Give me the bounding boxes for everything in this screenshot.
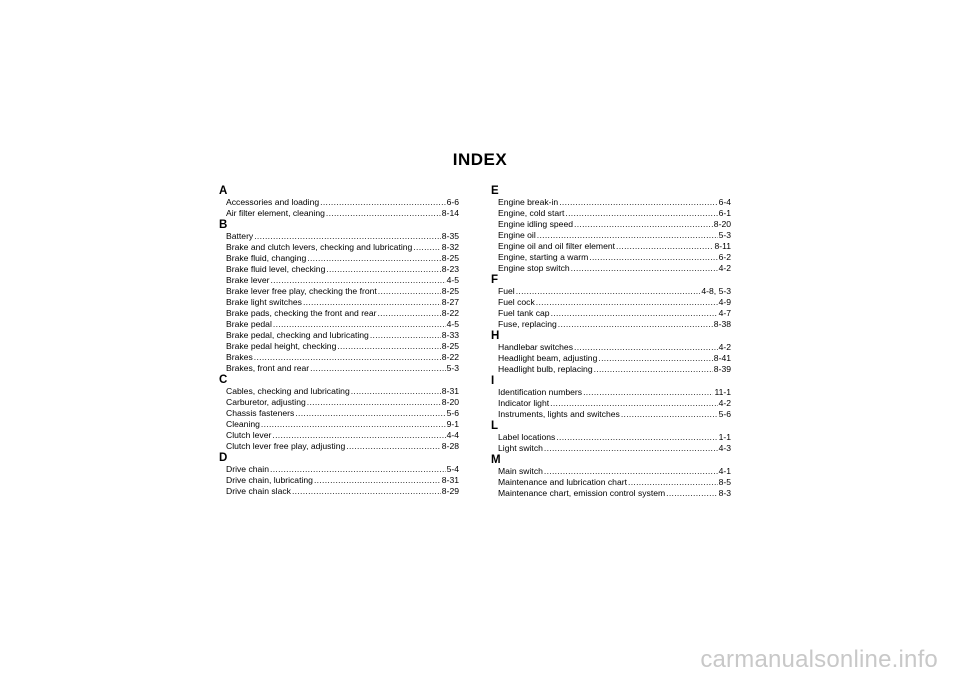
index-entry-label: Brake lever free play, checking the front <box>226 286 377 296</box>
index-entry <box>219 330 459 341</box>
index-entry-page: 8-35 <box>441 231 459 241</box>
index-entry-label: Label locations <box>498 432 556 442</box>
index-entry <box>491 398 731 409</box>
index-entry-label: Identification numbers <box>498 387 583 397</box>
index-entry-page: 8-38 <box>713 319 731 329</box>
index-section-letter: D <box>219 452 228 464</box>
index-entry-label: Clutch lever <box>226 430 272 440</box>
index-entry-page: 6-1 <box>718 208 731 218</box>
index-entry-label: Brake fluid, changing <box>226 253 307 263</box>
index-entry <box>219 397 459 408</box>
index-entry-label: Accessories and loading <box>226 197 320 207</box>
index-entry-label: Handlebar switches <box>498 342 573 352</box>
index-entry <box>491 443 731 454</box>
page-title: INDEX <box>452 150 508 169</box>
index-entry-page: 4-7 <box>718 308 731 318</box>
index-entry-label: Light switch <box>498 443 543 453</box>
index-entry-page: 4-5 <box>446 319 459 329</box>
index-entry-page: 4-9 <box>718 297 731 307</box>
index-entry <box>491 286 731 297</box>
index-entry <box>219 253 459 264</box>
index-entry <box>491 477 731 488</box>
index-section-letter: M <box>491 454 501 466</box>
dot-leader <box>616 241 713 252</box>
dot-leader <box>556 432 717 443</box>
index-entry <box>219 264 459 275</box>
index-entry-page: 4-2 <box>718 342 731 352</box>
dot-leader <box>307 397 441 408</box>
index-entry-label: Maintenance and lubrication chart <box>498 477 627 487</box>
index-entry-label: Clutch lever free play, adjusting <box>226 441 346 451</box>
index-entry-page: 4-5 <box>446 275 459 285</box>
index-entry <box>219 464 459 475</box>
index-entry-label: Carburetor, adjusting <box>226 397 306 407</box>
dot-leader <box>565 208 717 219</box>
index-entry-page: 8-33 <box>441 330 459 340</box>
dot-leader <box>537 230 718 241</box>
index-entry-page: 8-27 <box>441 297 459 307</box>
index-entry <box>219 475 459 486</box>
index-entry-page: 8-5 <box>718 477 731 487</box>
index-entry <box>491 319 731 330</box>
index-entry-page: 8-25 <box>441 253 459 263</box>
index-entry-page: 6-4 <box>718 197 731 207</box>
index-entry <box>219 408 459 419</box>
index-entry-label: Headlight beam, adjusting <box>498 353 598 363</box>
index-entry <box>491 197 731 208</box>
index-entry-label: Fuse, replacing <box>498 319 557 329</box>
index-entry <box>219 441 459 452</box>
index-entry <box>219 208 459 219</box>
index-entry <box>491 466 731 477</box>
index-entry-page: 8-25 <box>441 341 459 351</box>
index-entry-page: 8-23 <box>441 264 459 274</box>
index-entry-label: Headlight bulb, replacing <box>498 364 593 374</box>
index-entry <box>491 241 731 252</box>
dot-leader <box>254 352 441 363</box>
dot-leader <box>583 387 713 398</box>
index-entry <box>219 197 459 208</box>
dot-leader <box>378 286 441 297</box>
index-entry <box>491 364 731 375</box>
index-entry-label: Battery <box>226 231 254 241</box>
index-section-letter: E <box>491 185 499 197</box>
index-entry <box>491 432 731 443</box>
index-entry <box>219 242 459 253</box>
index-entry-page: 11-1 <box>714 387 731 397</box>
dot-leader <box>272 430 445 441</box>
index-entry-page: 4-4 <box>446 430 459 440</box>
index-entry-label: Fuel <box>498 286 515 296</box>
index-section-letter: A <box>219 185 228 197</box>
index-entry-page: 5-4 <box>446 464 459 474</box>
dot-leader <box>307 253 441 264</box>
index-section-letter: I <box>491 375 495 387</box>
index-entry <box>219 386 459 397</box>
index-entry-page: 8-41 <box>713 353 731 363</box>
index-entry-page: 8-3 <box>718 488 731 498</box>
index-entry <box>219 486 459 497</box>
index-entry-page: 4-2 <box>718 263 731 273</box>
index-entry-label: Brake lever <box>226 275 270 285</box>
index-entry-page: 9-1 <box>446 419 459 429</box>
index-entry-page: 5-3 <box>718 230 731 240</box>
index-entry <box>491 219 731 230</box>
index-entry-label: Drive chain, lubricating <box>226 475 313 485</box>
index-entry-page: 8-29 <box>441 486 459 496</box>
index-entry-page: 8-28 <box>441 441 459 451</box>
dot-leader <box>292 486 441 497</box>
dot-leader <box>326 208 441 219</box>
dot-leader <box>270 275 445 286</box>
index-entry-label: Brake pedal height, checking <box>226 341 337 351</box>
index-entry-label: Main switch <box>498 466 543 476</box>
index-entry <box>219 430 459 441</box>
index-entry-page: 8-22 <box>441 352 459 362</box>
index-entry-label: Brake light switches <box>226 297 302 307</box>
index-entry-label: Drive chain slack <box>226 486 291 496</box>
index-entry <box>491 342 731 353</box>
dot-leader <box>337 341 440 352</box>
dot-leader <box>295 408 445 419</box>
index-entry <box>491 297 731 308</box>
index-entry-page: 8-25 <box>441 286 459 296</box>
index-entry-label: Instruments, lights and switches <box>498 409 620 419</box>
index-entry <box>219 319 459 330</box>
index-entry-page: 8-20 <box>713 219 731 229</box>
index-entry-label: Engine break-in <box>498 197 559 207</box>
dot-leader <box>551 308 718 319</box>
watermark: carmanualsonline.info <box>700 646 938 673</box>
index-entry-page: 4-1 <box>718 466 731 476</box>
dot-leader <box>559 197 717 208</box>
index-entry-label: Engine, cold start <box>498 208 565 218</box>
index-section-letter: L <box>491 420 499 432</box>
dot-leader <box>273 319 446 330</box>
index-entry <box>219 286 459 297</box>
index-section-letter: B <box>219 219 228 231</box>
index-entry-label: Brake and clutch levers, checking and lubricating <box>226 242 413 252</box>
index-entry <box>219 363 459 374</box>
index-entry-label: Cleaning <box>226 419 260 429</box>
dot-leader <box>351 386 441 397</box>
index-entry-label: Brakes <box>226 352 253 362</box>
index-entry-label: Engine oil <box>498 230 536 240</box>
dot-leader <box>594 364 713 375</box>
index-column-left <box>219 185 459 497</box>
index-entry-page: 8-32 <box>441 242 459 252</box>
dot-leader <box>558 319 713 330</box>
dot-leader <box>314 475 441 486</box>
dot-leader <box>550 398 717 409</box>
index-entry-label: Brake pads, checking the front and rear <box>226 308 377 318</box>
index-section-letter: H <box>491 330 500 342</box>
dot-leader <box>574 219 713 230</box>
dot-leader <box>574 342 718 353</box>
index-entry <box>491 252 731 263</box>
index-entry-page: 4-3 <box>718 443 731 453</box>
dot-leader <box>628 477 718 488</box>
index-entry <box>491 208 731 219</box>
dot-leader <box>320 197 445 208</box>
index-entry-page: 8-22 <box>441 308 459 318</box>
index-entry-page: 8-31 <box>441 386 459 396</box>
index-entry-label: Engine idling speed <box>498 219 574 229</box>
dot-leader <box>621 409 718 420</box>
index-entry <box>219 231 459 242</box>
index-entry-label: Engine stop switch <box>498 263 570 273</box>
dot-leader <box>310 363 445 374</box>
index-entry-page: 6-2 <box>718 252 731 262</box>
index-entry <box>491 387 731 398</box>
index-entry <box>491 230 731 241</box>
dot-leader <box>261 419 446 430</box>
index-entry-page: 4-2 <box>718 398 731 408</box>
dot-leader <box>666 488 717 499</box>
index-entry <box>219 352 459 363</box>
dot-leader <box>544 443 718 454</box>
index-entry <box>219 275 459 286</box>
index-entry-label: Engine, starting a warm <box>498 252 589 262</box>
index-entry-page: 4-8, 5-3 <box>701 286 731 296</box>
dot-leader <box>589 252 717 263</box>
index-entry-label: Cables, checking and lubricating <box>226 386 350 396</box>
dot-leader <box>413 242 440 253</box>
dot-leader <box>346 441 441 452</box>
index-entry-label: Brake fluid level, checking <box>226 264 326 274</box>
index-entry-label: Fuel cock <box>498 297 535 307</box>
index-entry <box>491 409 731 420</box>
index-entry-label: Engine oil and oil filter element <box>498 241 616 251</box>
index-entry <box>491 353 731 364</box>
dot-leader <box>598 353 712 364</box>
dot-leader <box>303 297 441 308</box>
index-entry <box>219 341 459 352</box>
dot-leader <box>377 308 440 319</box>
index-entry-page: 8-20 <box>441 397 459 407</box>
dot-leader <box>270 464 446 475</box>
index-entry-label: Brake pedal, checking and lubricating <box>226 330 369 340</box>
index-entry-label: Air filter element, cleaning <box>226 208 325 218</box>
index-entry-label: Chassis fasteners <box>226 408 295 418</box>
index-entry <box>219 308 459 319</box>
index-entry <box>491 488 731 499</box>
index-entry-label: Brake pedal <box>226 319 272 329</box>
index-entry-page: 8-11 <box>714 241 731 251</box>
dot-leader <box>571 263 718 274</box>
index-entry-page: 8-14 <box>441 208 459 218</box>
index-entry <box>491 308 731 319</box>
index-entry-label: Fuel tank cap <box>498 308 550 318</box>
dot-leader <box>370 330 441 341</box>
dot-leader <box>326 264 440 275</box>
index-entry-label: Indicator light <box>498 398 550 408</box>
index-entry-page: 6-6 <box>446 197 459 207</box>
index-entry-label: Brakes, front and rear <box>226 363 310 373</box>
index-entry <box>491 263 731 274</box>
index-entry-label: Drive chain <box>226 464 269 474</box>
index-entry <box>219 419 459 430</box>
index-entry-page: 5-3 <box>446 363 459 373</box>
index-entry-page: 5-6 <box>446 408 459 418</box>
index-entry-page: 1-1 <box>718 432 731 442</box>
index-entry-page: 8-31 <box>441 475 459 485</box>
dot-leader <box>516 286 701 297</box>
index-entry-page: 5-6 <box>718 409 731 419</box>
index-section-letter: F <box>491 274 499 286</box>
index-column-right <box>491 185 731 499</box>
dot-leader <box>544 466 718 477</box>
index-section-letter: C <box>219 374 228 386</box>
index-entry-label: Maintenance chart, emission control system <box>498 488 666 498</box>
dot-leader <box>254 231 441 242</box>
index-entry-page: 8-39 <box>713 364 731 374</box>
dot-leader <box>536 297 718 308</box>
index-entry <box>219 297 459 308</box>
